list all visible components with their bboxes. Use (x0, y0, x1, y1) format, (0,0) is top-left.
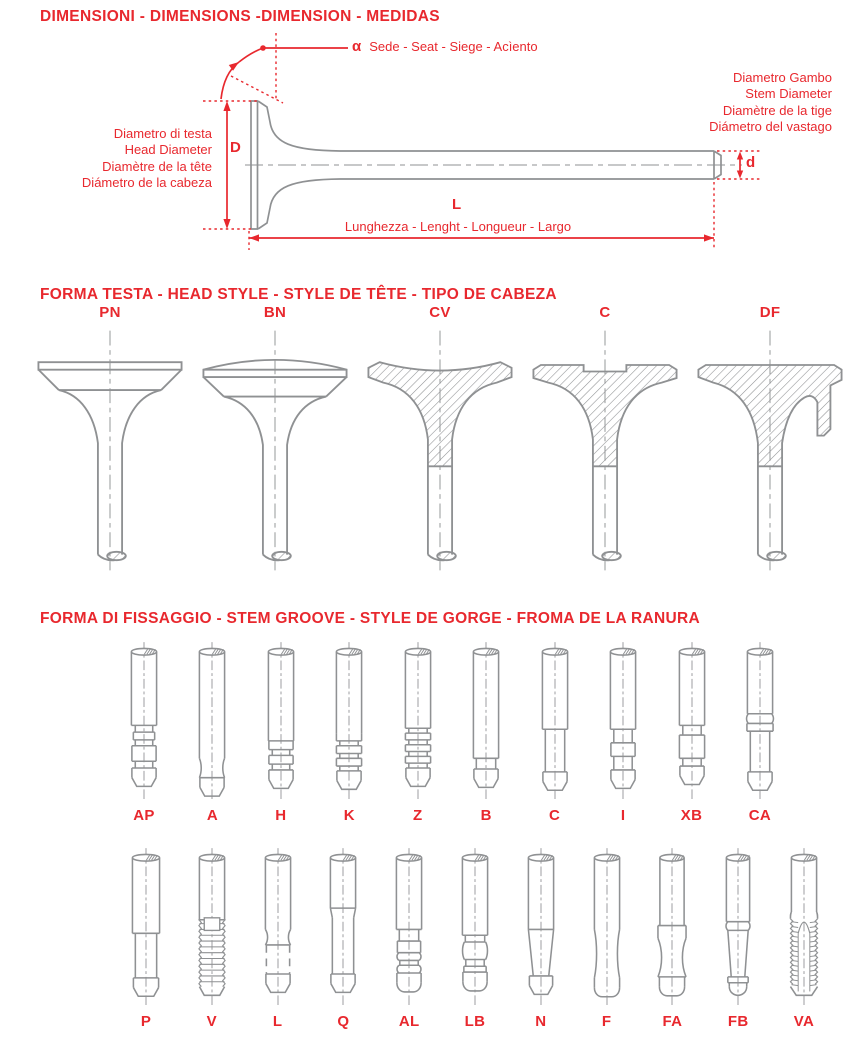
stem-groove-figure-q (312, 846, 374, 1009)
head-style-figure-pn (31, 325, 189, 576)
stem-groove-label: AL (398, 1013, 420, 1030)
stem-groove-label: H (275, 807, 287, 824)
stem-groove-figure-p (115, 846, 177, 1009)
stem-groove-figure-al (378, 846, 440, 1009)
stem-groove-label: CA (748, 807, 772, 824)
seat-angle-label (352, 38, 538, 55)
head-diameter-line-en: Head Diameter (124, 142, 212, 158)
head-style-section-title: FORMA TESTA - HEAD STYLE - STYLE DE TÊTE - TIPO DE CABEZA (40, 286, 557, 303)
head-style-row (30, 304, 850, 576)
stem-groove-label: K (343, 807, 355, 824)
stem-diameter-label (612, 70, 832, 135)
head-style-item-cv (360, 304, 520, 576)
length-label: Lunghezza - Lenght - Longueur - Largo (344, 219, 572, 234)
stem-groove-item-fa (640, 846, 704, 1030)
stem-groove-figure-ca (729, 640, 791, 803)
head-style-item-df (690, 304, 850, 576)
stem-diameter-line-en: Stem Diameter (745, 86, 832, 102)
seat-label: Sede - Seat - Siege - Acìento (369, 39, 538, 54)
stem-groove-item-n (509, 846, 573, 1030)
head-style-label: CV (429, 304, 451, 321)
head-diameter-line-it: Diametro di testa (113, 126, 212, 141)
head-style-label: C (599, 304, 611, 321)
stem-groove-label: C (549, 807, 561, 824)
stem-groove-item-k (317, 640, 381, 824)
stem-groove-label: F (601, 1013, 612, 1030)
stem-groove-figure-v (181, 846, 243, 1009)
stem-groove-figure-xb (661, 640, 723, 803)
stem-groove-figure-va (773, 846, 835, 1009)
head-style-item-bn (195, 304, 355, 576)
stem-groove-figure-n (510, 846, 572, 1009)
stem-groove-item-h (249, 640, 313, 824)
head-style-label: PN (99, 304, 121, 321)
stem-groove-label: I (620, 807, 626, 824)
stem-diameter-line-fr: Diamètre de la tige (722, 102, 832, 118)
stem-groove-figure-l (247, 846, 309, 1009)
stem-groove-item-lb (443, 846, 507, 1030)
stem-groove-item-va (772, 846, 836, 1030)
head-diameter-line-es: Diámetro de la cabeza (81, 174, 212, 190)
stem-diameter-symbol: d (746, 154, 756, 171)
stem-diameter-line-es: Diámetro del vastago (709, 118, 832, 134)
stem-groove-item-l (246, 846, 310, 1030)
stem-groove-item-q (311, 846, 375, 1030)
head-style-item-pn (30, 304, 190, 576)
stem-groove-label: Z (413, 807, 423, 824)
stem-groove-item-z (386, 640, 450, 824)
head-style-figure-bn (196, 325, 354, 576)
head-style-figure-c (526, 325, 684, 576)
head-style-figure-df (691, 325, 849, 576)
stem-groove-row-1 (112, 640, 792, 824)
stem-groove-item-p (114, 846, 178, 1030)
stem-groove-label: XB (680, 807, 703, 824)
stem-groove-figure-c (524, 640, 586, 803)
stem-groove-label: FB (727, 1013, 749, 1030)
stem-groove-figure-h (250, 640, 312, 803)
stem-groove-label: V (206, 1013, 217, 1030)
stem-groove-item-xb (660, 640, 724, 824)
stem-groove-label: B (480, 807, 492, 824)
stem-groove-figure-i (592, 640, 654, 803)
head-style-label: DF (759, 304, 781, 321)
head-style-label: BN (263, 304, 287, 321)
stem-groove-label: FA (662, 1013, 683, 1030)
valve-dimension-figure (0, 0, 860, 270)
stem-groove-item-b (454, 640, 518, 824)
stem-groove-label: N (535, 1013, 547, 1030)
stem-groove-label: VA (793, 1013, 815, 1030)
stem-groove-item-ap (112, 640, 176, 824)
stem-groove-figure-ap (113, 640, 175, 803)
stem-groove-label: L (272, 1013, 283, 1030)
head-style-figure-cv (361, 325, 519, 576)
stem-groove-figure-b (455, 640, 517, 803)
stem-groove-item-a (180, 640, 244, 824)
head-diameter-symbol: D (230, 139, 241, 156)
stem-groove-item-c (523, 640, 587, 824)
stem-groove-figure-fb (707, 846, 769, 1009)
head-style-item-c (525, 304, 685, 576)
stem-groove-label: A (206, 807, 218, 824)
stem-diameter-line-it: Diametro Gambo (733, 70, 832, 85)
stem-groove-label: LB (464, 1013, 486, 1030)
stem-groove-label: P (140, 1013, 152, 1030)
stem-groove-item-i (591, 640, 655, 824)
stem-groove-item-fb (706, 846, 770, 1030)
length-symbol: L (452, 196, 462, 213)
stem-groove-figure-f (576, 846, 638, 1009)
alpha-symbol: α (352, 38, 362, 55)
stem-groove-item-al (377, 846, 441, 1030)
stem-groove-section-title: FORMA DI FISSAGGIO - STEM GROOVE - STYLE DE GORGE - FROMA DE LA RANURA (40, 610, 700, 627)
stem-groove-figure-a (181, 640, 243, 803)
stem-groove-item-f (575, 846, 639, 1030)
stem-groove-figure-z (387, 640, 449, 803)
head-diameter-label (28, 126, 212, 191)
stem-groove-figure-lb (444, 846, 506, 1009)
dimensions-section-title: DIMENSIONI - DIMENSIONS -DIMENSION - MEDIDAS (40, 8, 440, 25)
head-diameter-line-fr: Diamètre de la tête (102, 158, 212, 174)
stem-groove-item-ca (728, 640, 792, 824)
stem-groove-row-2 (114, 846, 836, 1030)
stem-groove-figure-fa (641, 846, 703, 1009)
stem-groove-figure-k (318, 640, 380, 803)
stem-groove-label: Q (337, 1013, 350, 1030)
stem-groove-label: AP (133, 807, 155, 824)
stem-groove-item-v (180, 846, 244, 1030)
